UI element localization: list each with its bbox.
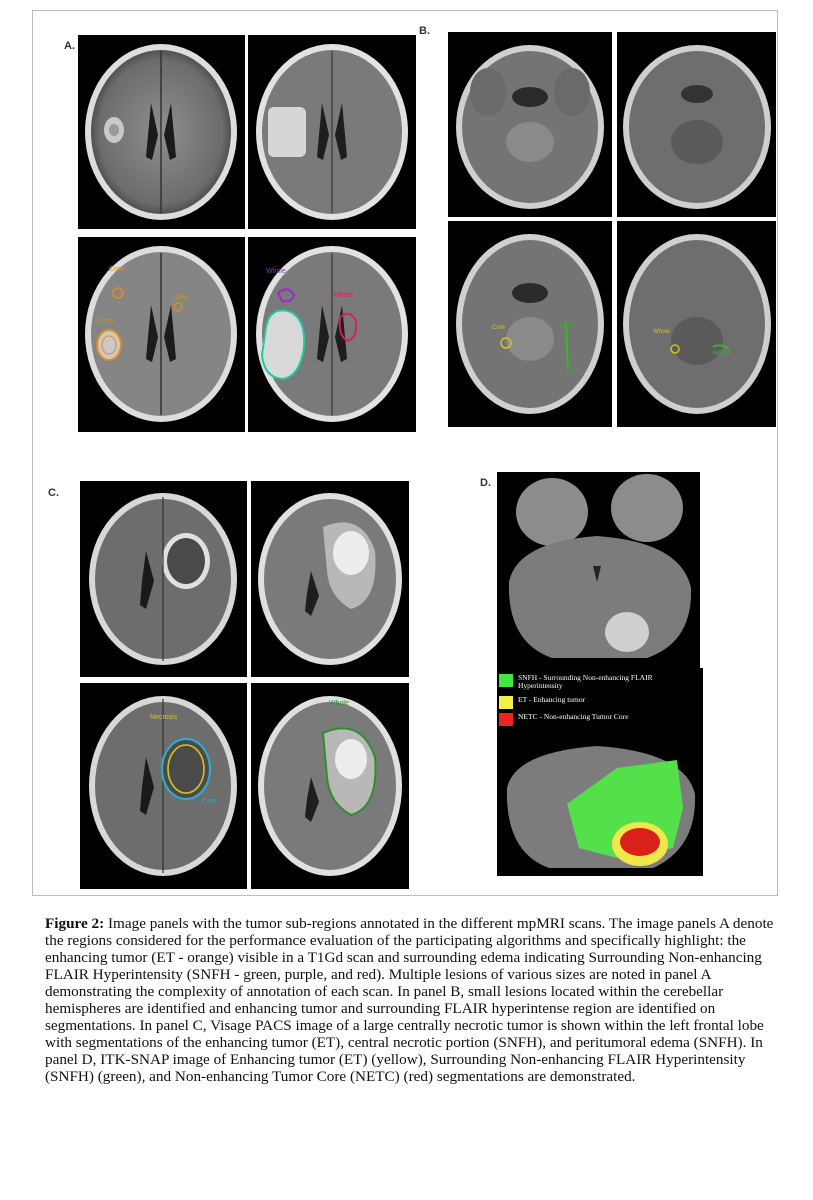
panel-label-c: C. bbox=[48, 487, 59, 499]
panel-label-a: A. bbox=[64, 40, 75, 52]
label-c-whole: Whole bbox=[329, 700, 349, 707]
label-b-whole-right: Whole bbox=[713, 351, 731, 357]
scan-b-flair-seg bbox=[617, 221, 776, 427]
scan-c-t1gd bbox=[80, 481, 247, 677]
label-a-whole: Whole bbox=[266, 268, 286, 275]
scan-c-flair-seg bbox=[251, 683, 409, 889]
label-a-whole-right: Whole bbox=[333, 292, 353, 299]
legend-label-et: ET - Enhancing tumor bbox=[518, 695, 586, 704]
caption-label: Figure 2: bbox=[45, 915, 105, 932]
label-c-necrosis: Necrosis bbox=[150, 714, 178, 721]
scan-a-flair-seg bbox=[248, 237, 416, 432]
legend-swatch-netc bbox=[499, 713, 513, 726]
scan-b-t1gd-seg bbox=[448, 221, 612, 427]
label-b-core: Core bbox=[492, 325, 506, 331]
caption-text: Image panels with the tumor sub-regions annotated in the different mpMRI scans. The image panels A denote the regions considered for the performance evaluation of the participating algorithms and specifically highlight: the enhancing tumor (ET - orange) visible in a T1Gd scan and surrounding edema indicating Surrounding Non-enhancing FLAIR Hyperintensity (SNFH - green, purple, and red). Multiple lesions of various sizes are noted in panel A demonstrating the complexity of annotation of each scan. In panel B, small lesions located within the cerebellar hemispheres are identified and enhancing tumor and surrounding FLAIR hyperintense region are identified on segmentations. In panel C, Visage PACS image of a large centrally necrotic tumor is shown within the left frontal lobe with segmentations of the enhancing tumor (ET), central necrotic portion (SNFH), and peritumoral edema (SNFH). In panel D, ITK-SNAP image of Enhancing tumor (ET) (yellow), Surrounding Non-enhancing FLAIR Hyperintensity (SNFH) (green), and Non-enhancing Tumor Core (NETC) (red) segmentations are demonstrated. bbox=[45, 915, 774, 1085]
figure-caption bbox=[45, 915, 775, 1179]
scan-d-top bbox=[497, 472, 700, 668]
scan-a-flair bbox=[248, 35, 416, 229]
label-c-core: Core bbox=[202, 798, 218, 805]
legend-swatch-snfh bbox=[499, 674, 513, 687]
legend-item-snfh bbox=[499, 674, 668, 690]
label-a-core-left: Core bbox=[98, 318, 114, 325]
scan-c-flair bbox=[251, 481, 409, 677]
label-a-core-right: Core bbox=[173, 294, 189, 301]
scan-b-t1gd bbox=[448, 32, 612, 217]
scan-a-t1gd bbox=[78, 35, 245, 229]
panel-label-b: B. bbox=[419, 25, 430, 37]
segmentation-legend bbox=[497, 668, 672, 732]
scan-b-flair bbox=[617, 32, 776, 217]
label-a-core-top: Core bbox=[109, 266, 125, 273]
legend-label-snfh: SNFH - Surrounding Non-enhancing FLAIR Hyperintensity bbox=[518, 673, 653, 690]
panel-label-d: D. bbox=[480, 477, 491, 489]
legend-item-et bbox=[499, 696, 668, 709]
legend-label-netc: NETC - Non-enhancing Tumor Core bbox=[518, 712, 629, 721]
label-b-whole: Whole bbox=[653, 329, 671, 335]
legend-item-netc bbox=[499, 713, 668, 726]
scan-c-t1gd-seg bbox=[80, 683, 247, 889]
scan-a-t1gd-seg bbox=[78, 237, 245, 432]
label-b-core-right: Core bbox=[560, 323, 574, 329]
legend-swatch-et bbox=[499, 696, 513, 709]
